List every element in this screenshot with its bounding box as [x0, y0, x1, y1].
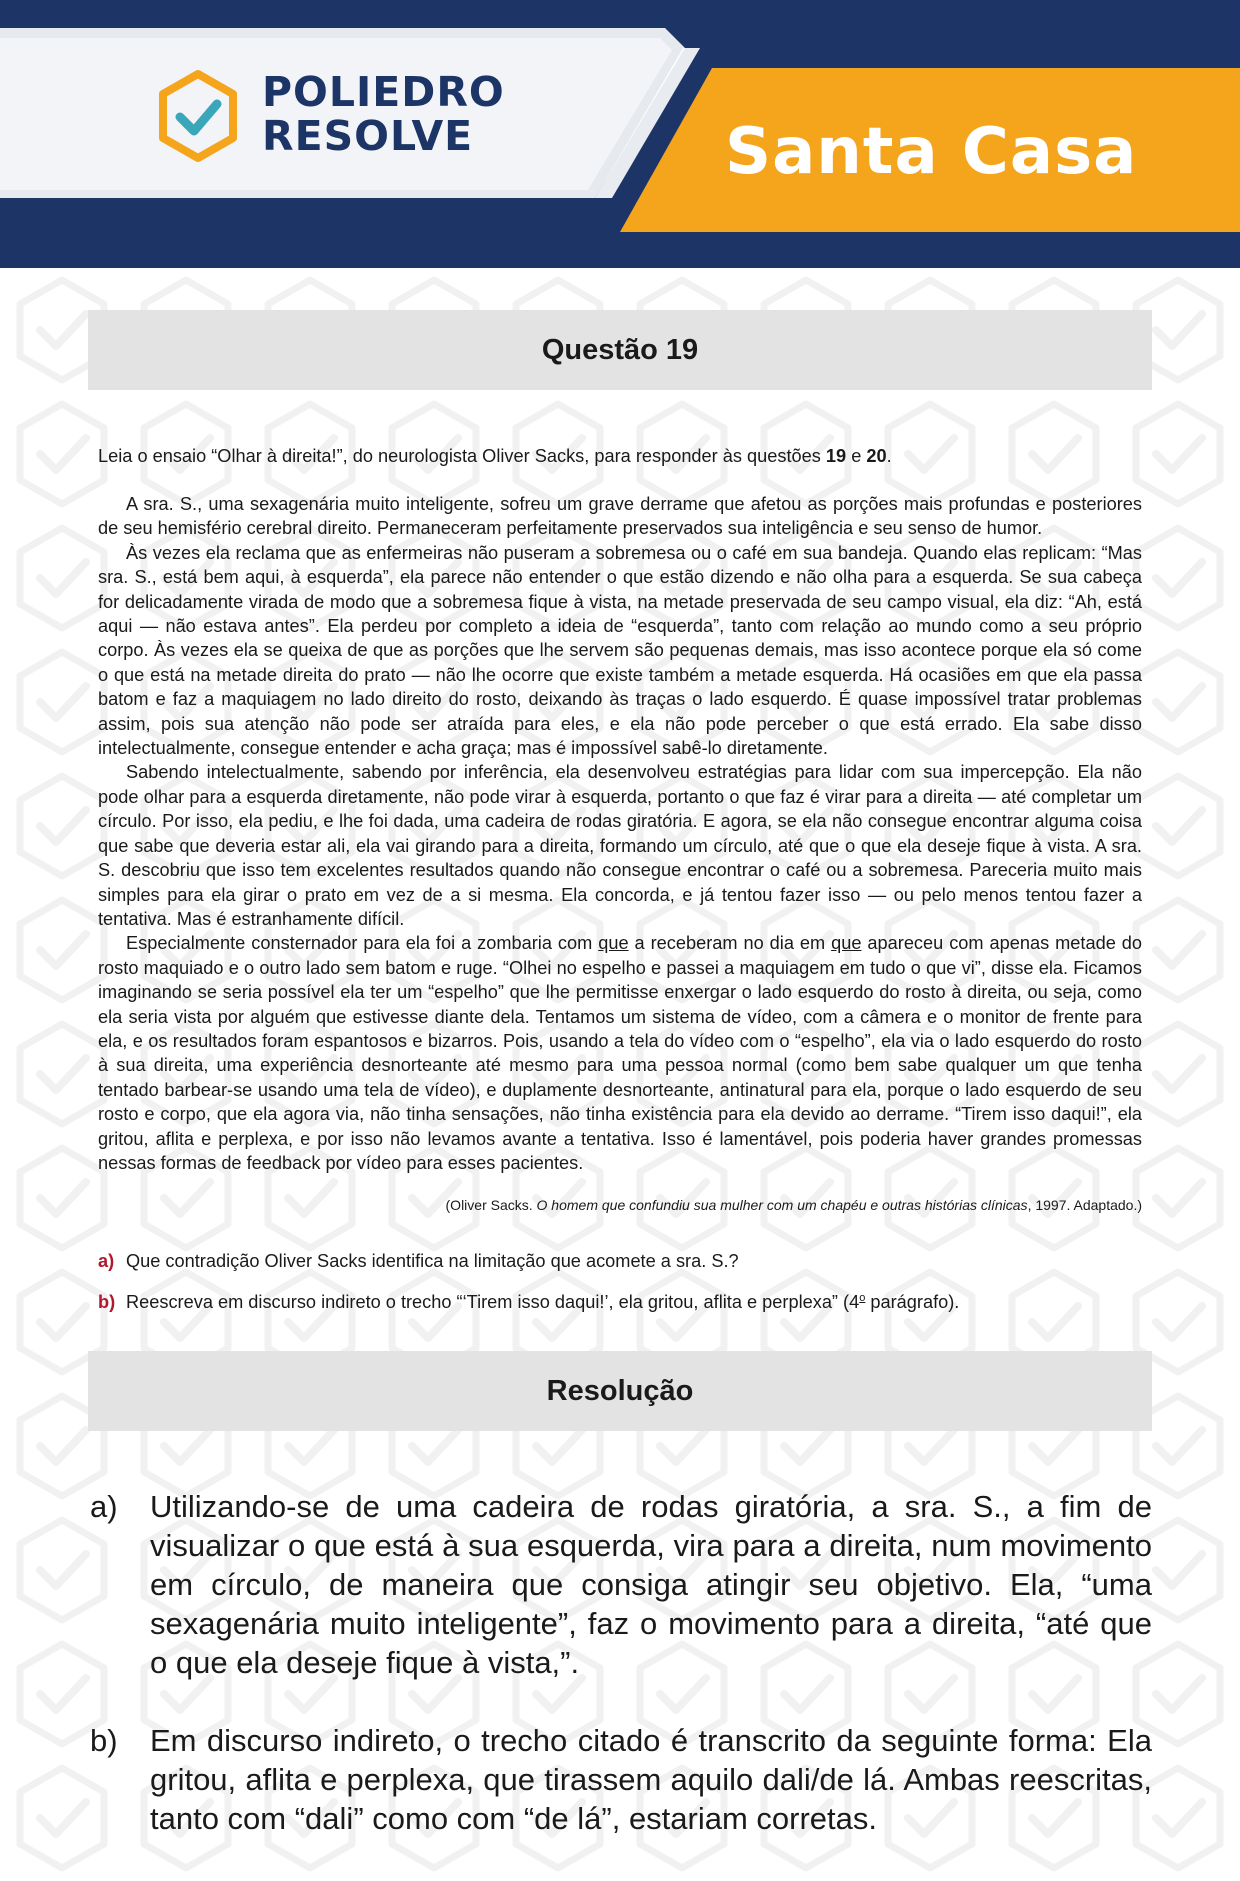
- logo-wordmark: [262, 70, 505, 158]
- essay-paragraph-3: Sabendo intelectualmente, sabendo por inferência, ela desenvolveu estratégias para lidar com sua impercepção. Ela não pode olhar para a esquerda diretamente, não pode virar à esquerda, portanto o que faz é virar para a direita — até completar um círculo. Por isso, ela pediu, e lhe foi dada, uma cadeira de rodas giratória. E agora, se ela não consegue encontrar alguma coisa que sabe que deveria estar ali, ela vai girando para a direita, formando um círculo, até que o que ela deseje fique à vista. A sra. S. descobriu que isso tem excelentes resultados quando não consegue encontrar o café ou a sobremesa. Pareceria muito mais simples para ela girar o prato em vez de a si mesma. Ela concorda, e já tentou fazer isso — ou pelo menos tentou fazer a tentativa. Mas é estranhamente difícil.: [98, 762, 1142, 929]
- question-title: Questão 19: [541, 333, 699, 366]
- resolution-title: Resolução: [546, 1374, 694, 1407]
- item-text: Que contradição Oliver Sacks identifica na limitação que acomete a sra. S.?: [126, 1251, 739, 1271]
- essay-paragraph-1: A sra. S., uma sexagenária muito inteligente, sofreu um grave derrame que afetou as porções mais profundas e posteriores de seu hemisfério cerebral direito. Permaneceram perfeitamente preservados sua inteligência e seu senso de humor.: [98, 494, 1142, 539]
- check-hexagon-icon: [155, 68, 241, 164]
- page-header: [0, 0, 1240, 268]
- essay-text: [98, 492, 1142, 1175]
- answer-label: b): [90, 1723, 118, 1758]
- answer-text: Utilizando-se de uma cadeira de rodas giratória, a sra. S., a fim de visualizar o que está à sua esquerda, vira para a direita, num movimento em círculo, de maneira que consiga atingir seu objetivo. Ela, “uma sexagenária muito inteligente”, faz o movimento para a direita, “até que o que ela deseje fique à vista,”.: [150, 1489, 1152, 1680]
- question-item-a: [98, 1249, 1142, 1273]
- exam-brand: Santa Casa: [725, 115, 1138, 189]
- answer-a: [88, 1487, 1152, 1682]
- answer-b: [88, 1721, 1152, 1838]
- answer-label: a): [90, 1489, 118, 1524]
- question-title-bar: [88, 310, 1152, 390]
- logo-line-2: RESOLVE: [262, 112, 474, 160]
- essay-paragraph-2: Às vezes ela reclama que as enfermeiras não puseram a sobremesa ou o café em sua bandeja. Quando elas replicam: “Mas sra. S., está bem aqui, à esquerda”, ela parece não entender o que estão dizendo e não olha para a esquerda. Se sua cabeça for delicadamente virada de modo que a sobremesa fique à vista, na metade preservada de seu campo visual, ela diz: “Ah, está aqui — não estava antes”. Ela perdeu por completo a ideia de “esquerda”, tanto com relação ao mundo como a seu próprio corpo. Às vezes ela se queixa de que as porções que lhe servem são pequenas demais, mas isso acontece porque ela só come o que está na metade direita do prato — não lhe ocorre que existe também a metade esquerda. Há ocasiões em que ela passa batom e faz a maquiagem no lado direito do rosto, deixando às traças o lado esquerdo. É quase impossível tratar problemas assim, pois sua atenção não pode ser atraída para eles, e ela não pode perceber o que está errado. Ela sabe disso intelectualmente, consegue entender e acha graça; mas é impossível sabê-lo diretamente.: [98, 542, 1142, 759]
- essay-paragraph-4: Especialmente consternador para ela foi a zombaria com que a receberam no dia em que apareceu com apenas metade do rosto maquiado e o outro lado sem batom e ruge. “Olhei no espelho e passei a maquiagem em tudo o que vi”, disse ela. Ficamos imaginando se seria possível ela ter um “espelho” que lhe permitisse enxergar o lado esquerdo do rosto à direita, ou seja, como ela seria vista por alguém que estivesse diante dela. Tentamos um sistema de vídeo, com a câmera e o monitor de frente para ela, e os resultados foram espantosos e bizarros. Pois, usando a tela do vídeo com o “espelho”, ela via o lado esquerdo do rosto à sua direita, uma experiência desnorteante até mesmo para uma pessoa normal (como bem sabe qualquer um que tenha tentado barbear-se usando uma tela de vídeo), e duplamente desnorteante, antinatural para ela, porque o lado esquerdo de seu rosto e corpo, que ela agora via, não tinha sensações, não tinha existência para ela devido ao derrame. “Tirem isso daqui!”, ela gritou, aflita e perplexa, e por isso não levamos avante a tentativa. Isso é lamentável, pois poderia haver grandes promessas nessas formas de feedback por vídeo para esses pacientes.: [98, 933, 1142, 1173]
- item-label: a): [98, 1251, 115, 1271]
- essay-citation: (Oliver Sacks. O homem que confundiu sua mulher com um chapéu e outras histórias clínicas, 1997. Adaptado.): [445, 1197, 1142, 1213]
- answer-text: Em discurso indireto, o trecho citado é transcrito da seguinte forma: Ela gritou, aflita e perplexa, que tirassem aquilo dali/de lá. Ambas reescritas, tanto com “dali” como com “de lá”, estariam corretas.: [150, 1723, 1152, 1836]
- item-label: b): [98, 1292, 116, 1313]
- resolution-title-bar: [88, 1351, 1152, 1431]
- logo-line-1: POLIEDRO: [262, 68, 505, 116]
- question-intro: Leia o ensaio “Olhar à direita!”, do neurologista Oliver Sacks, para responder às questões 19 e 20.: [98, 446, 892, 466]
- question-item-b: b) Reescreva em discurso indireto o trecho “‘Tirem isso daqui!’, ela gritou, aflita e perplexa” (4$^o$ parágrafo).: [98, 1292, 960, 1313]
